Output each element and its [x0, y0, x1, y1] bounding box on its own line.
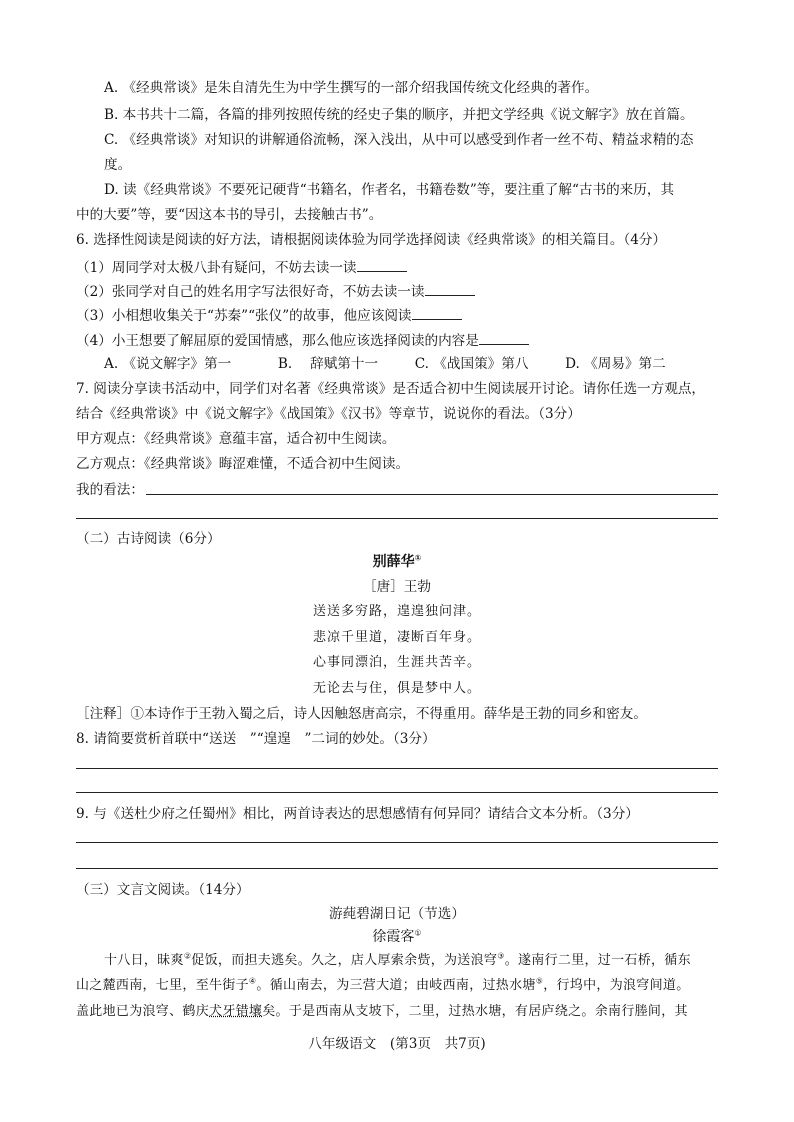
answer-line[interactable]	[76, 868, 718, 869]
q5-option-d-cont: 中的大要”等，要“因这本书的导引，去接触古书”。	[76, 207, 383, 223]
choice-b: B. 辞赋第十一	[277, 356, 379, 372]
q7-view-b: 乙方观点：《经典常谈》晦涩难懂，不适合初中生阅读。	[76, 456, 410, 472]
q6-item-2: （2）张同学对自己的姓名用字写法很好奇，不妨去读一读	[76, 281, 475, 301]
choice-a: A. 《说文解字》第一	[104, 356, 232, 372]
emphasized-phrase: 犬牙错壤	[209, 1004, 263, 1019]
q9-stem: 9. 与《送杜少府之任蜀州》相比，两首诗表达的思想感情有何异同？请结合文本分析。（3分）	[76, 806, 639, 822]
q5-option-d: D. 读《经典常谈》不要死记硬背“书籍名，作者名，书籍卷数”等，要注重了解“古书的来历，其	[104, 182, 675, 198]
answer-line[interactable]	[76, 792, 718, 793]
prose-title: 游莼碧湖日记（节选）	[329, 906, 465, 922]
poem-line-4: 无论去与住，俱是梦中人。	[312, 681, 481, 696]
answer-blank[interactable]	[425, 281, 475, 296]
answer-line[interactable]	[76, 768, 718, 769]
answer-blank[interactable]	[479, 330, 529, 345]
q5-option-c: C. 《经典常谈》对知识的讲解通俗流畅，深入浅出，从中可以感受到作者一丝不苟、精益求精的态	[104, 132, 694, 148]
q6-item-3: （3）小相想收集关于“苏秦”“张仪”的故事，他应该阅读	[76, 305, 462, 325]
q7-view-a: 甲方观点：《经典常谈》意蕴丰富，适合初中生阅读。	[76, 431, 396, 447]
poem-line-2: 悲凉千里道，凄断百年身。	[312, 630, 481, 645]
q6-choices	[104, 355, 666, 373]
answer-blank[interactable]	[412, 305, 462, 320]
poem-line-3: 心事同漂泊，生涯共苦辛。	[312, 655, 481, 670]
poem-title: 别薛华①	[372, 553, 422, 570]
q5-option-a: A. 《经典常谈》是朱自清先生为中学生撰写的一部介绍我国传统文化经典的著作。	[104, 80, 599, 96]
q7-stem-cont: 结合《经典常谈》中《说文解字》《战国策》《汉书》等章节，说说你的看法。（3分）	[76, 406, 581, 422]
poem-author: ［唐］王勃	[363, 579, 431, 595]
q8-stem: 8. 请简要赏析首联中“送送 ”“遑遑 ”二词的妙处。（3分）	[76, 731, 436, 747]
q6-stem: 6. 选择性阅读是阅读的好方法，请根据阅读体验为同学选择阅读《经典常谈》的相关篇目。（4分）	[76, 232, 667, 248]
prose-paragraph-line-3: 盖此地已为浪穹、鹤庆犬牙错壤矣。于是西南从支坡下，二里，过热水塘，有居庐绕之。余南行塍间，其	[76, 1004, 688, 1019]
q7-my-view-label: 我的看法：	[76, 482, 144, 498]
q6-item-1: （1）周同学对太极八卦有疑问，不妨去读一读	[76, 257, 407, 277]
choice-d: D. 《周易》第二	[565, 356, 666, 372]
answer-line[interactable]	[76, 518, 718, 519]
prose-paragraph-line-2: 山之麓西南，七里，至牛街子④。循山南去，为三营大道；由岐西南，过热水塘⑤，行坞中，为浪穹间道。	[76, 976, 690, 993]
choice-c: C. 《战国策》第八	[414, 356, 529, 372]
section2-heading: （二）古诗阅读（6分）	[76, 531, 221, 547]
q5-option-b: B. 本书共十二篇，各篇的排列按照传统的经史子集的顺序，并把文学经典《说文解字》放在首篇。	[104, 107, 694, 123]
answer-line[interactable]	[146, 494, 718, 495]
page-footer: 八年级语文 (第3页 共7页)	[308, 1036, 486, 1052]
section3-heading: （三）文言文阅读。（14分）	[76, 882, 250, 898]
answer-line[interactable]	[76, 842, 718, 843]
q5-option-c-cont: 度。	[104, 157, 132, 173]
q7-stem: 7. 阅读分享读书活动中，同学们对名著《经典常谈》是否适合初中生阅读展开讨论。请你任选一方观点，	[76, 381, 706, 397]
prose-paragraph-line-1: 十八日，昧爽②促饭，而担夫逃矣。久之，店人厚索余赀，为送浪穹③。遂南行二里，过一石桥，循东	[104, 951, 691, 968]
q6-item-4: （4）小王想要了解屈原的爱国情感，那么他应该选择阅读的内容是	[76, 330, 529, 350]
answer-blank[interactable]	[357, 257, 407, 272]
prose-author: 徐霞客①	[372, 928, 422, 945]
poem-annotation: ［注释］①本诗作于王勃入蜀之后，诗人因触怒唐高宗，不得重用。薛华是王勃的同乡和密友。	[76, 706, 647, 722]
poem-line-1: 送送多穷路，遑遑独问津。	[312, 604, 481, 619]
